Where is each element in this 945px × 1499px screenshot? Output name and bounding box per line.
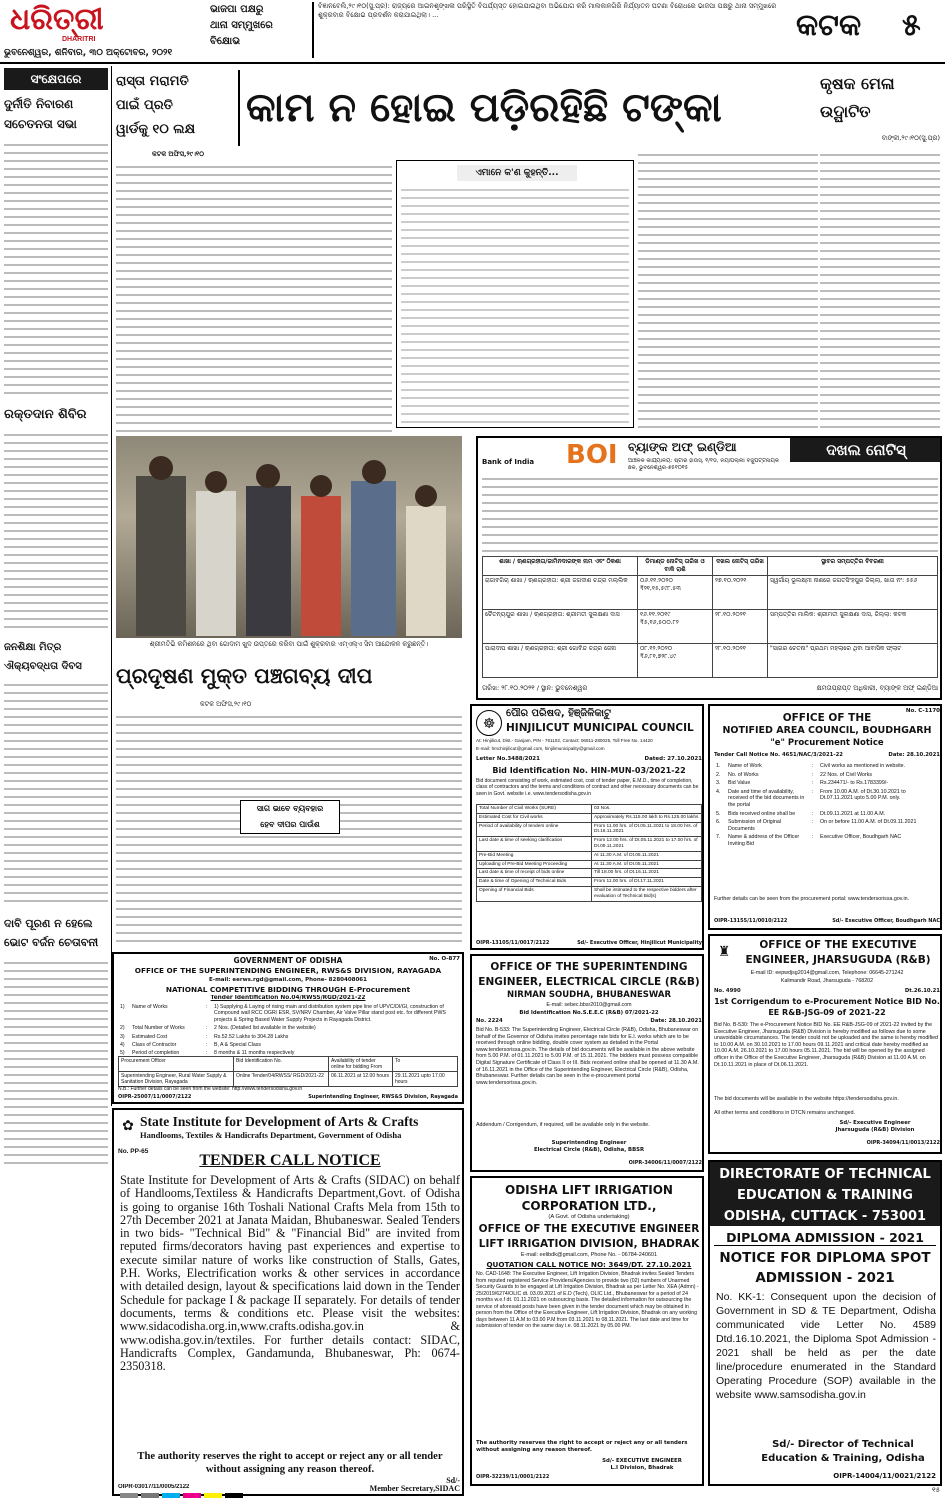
table-row <box>477 837 702 852</box>
table-cell: 1) <box>120 1004 125 1010</box>
lead-body-left <box>116 162 392 432</box>
electrical-sub: NIRMAN SOUDHA, BHUBANESWAR <box>507 990 671 1000</box>
hinjilicut-address: At: Hinjilicut, Dist.- Ganjam, PIN - 761102, Contact: 06811-280025, Toll Free No. 14420 <box>476 738 653 743</box>
table-cell: : <box>206 1025 208 1032</box>
table-cell: : <box>206 1050 208 1057</box>
table-cell: 29.11.2021 upto 17.00 hours <box>393 1072 458 1087</box>
boi-col-possession: ଦଖଲ ନୋଟିସ୍ ତାରିଖ <box>713 557 768 576</box>
boi-bank-name: ବ୍ୟାଙ୍କ ଅଫ୍ ଇଣ୍ଡିଆ <box>628 440 737 454</box>
table-cell: Estimated Cost <box>132 1033 168 1040</box>
lift-quote: QUOTATION CALL NOTICE NO: 3649/DT. 27.10.2021 <box>486 1260 692 1269</box>
lift-sign: Sd/- EXECUTIVE ENGINEER L.I Division, Bhadrak <box>602 1458 682 1471</box>
boi-col-branch: ଶାଖା / ଋଣଗ୍ରହୀତା/ଜାମିନଦାରଙ୍କ ନାମ ଏବଂ ଠିକଣା <box>483 557 638 576</box>
boudhgarh-title1: OFFICE OF THE <box>782 712 872 724</box>
rwss-email: E-mail: eerws.rgd@gmail.com, Phone- 8280408061 <box>209 977 367 983</box>
sidac-title: State Institute for Development of Arts & Crafts <box>140 1114 419 1129</box>
table-cell: Name of Works <box>132 1004 168 1010</box>
table-cell: Shall be intimated to the respective bidders after evaluation of Technical Bid(s) <box>592 886 702 901</box>
table-cell: Total Number of Civil Works (SURE) <box>477 805 592 814</box>
pradushan-dateline: କଟକ ଅଫିସ,୨୯।୧୦ <box>200 700 252 708</box>
page-label <box>790 2 940 56</box>
krushak-body <box>820 150 940 432</box>
boi-address: ଆଞ୍ଚଳିକ କାର୍ଯ୍ୟାଳୟ: ଷ୍ଟାର ହାଉସ୍, ୧/୧ଡି, ନୟାପଲ୍ଲୀ ବିଜୁପଟ୍ଟନାୟକ ଛକ, ଭୁବନେଶ୍ୱର-୭୫୧୦୧୫ <box>628 458 779 471</box>
table-cell: 1) Supplying & Laying of rising main and distribution system pipe line of UPVC/DI/GI, construction of Compound wall RCC OGR/ ESR, SV/NRV Chamber, Air Valve Pillar stand post etc. for different PWS projects & Spring Based Water Supply Projects in Rayagada District. <box>214 1004 446 1023</box>
lift-body: No. CAD-1648: The Executive Engineer, Lift Irrigation Division, Bhadrak invites Sealed Tenders from reputed registered Service Providers/Agencies to provide two (02) numbers of Unarmed Security Guards to be engaged at Lift Irrigation Division, Bhadrak as per Letter No. XEA (Admn) - 25/2019/6274/OLIC dt. 03.09.2021 of E.D (Tech), OLIC Ltd., Bhubaneswar for a period of 24 months w.e.f dt. 01.11.2021 on outsourcing basis. The detailed information for outsourcing the service of aforesaid posts have been given in the tender document which may be obtained in person from the Office of the Executive Engineer, Lift Irrigation Division, Bhadrak on any working days between 11 A.M to 03.00 P.M from 03.11.2021 to 08.11.2021. The last date and time for submission of tender on the same day i.e. 08.11.2021 by 05.00 PM. <box>476 1271 699 1329</box>
quote-box-body <box>401 185 629 423</box>
sidac-heading: TENDER CALL NOTICE <box>199 1152 381 1169</box>
rwss-gov: GOVERNMENT OF ODISHA <box>233 956 343 965</box>
hinjilicut-body: Bid document consisting of work, estimated cost, cost of tender paper, E.M.D., time of completion, class of contractors and the terms and conditions of contract and other necessary documents can be seen in Govt. website i.e. www.tendersodisha.gov.in <box>476 778 699 797</box>
hinjilicut-date: Dated: 27.10.2021 <box>644 756 702 762</box>
electrical-no: No. 2224 <box>476 1018 503 1024</box>
table-row <box>118 1024 458 1032</box>
table-row <box>714 779 940 788</box>
brief-body-4 <box>4 958 108 1170</box>
hinjilicut-email: E-mail: hmchinjilicut@gmail.com, hinjilimunicipality@gmail.com <box>476 746 605 751</box>
table-cell: Submission of Original Documents <box>728 819 781 832</box>
dte-notice <box>708 1160 942 1486</box>
table-cell: Last date & time of receipt of bids online <box>477 869 592 878</box>
table-row <box>714 818 940 833</box>
pradushan-headline: ପ୍ରଦୂଷଣ ମୁକ୍ତ ପଞ୍ଚଗବ୍ୟ ଦୀପ <box>116 664 373 688</box>
brief-column-divider <box>111 66 112 1106</box>
table-cell: 4. <box>716 788 721 795</box>
table-cell: ୨୭.୧୦.୨୦୨୧ <box>713 576 768 610</box>
table-cell: : <box>812 780 814 787</box>
table-row <box>477 851 702 860</box>
hinjilicut-odia-title: ପୌର ପରିଷଦ, ହିଞ୍ଜିଳିକାଟୁ <box>506 708 611 719</box>
table-cell: On or before 11.00 A.M. of Dt.09.11.2021 <box>820 819 917 826</box>
table-cell: ରାଜାବଗିଚା ଶାଖା / ଋଣଗ୍ରହୀତା: ଶ୍ରୀ ଜଗଦୀଶ ଚନ୍ଦ୍ର ମଲ୍ଲିକ <box>483 576 638 610</box>
table-cell: ୨୮.୧୦.୨୦୨୧ <box>713 610 768 644</box>
table-cell: No. of Works <box>728 771 759 778</box>
jharsuguda-email: E-mail ID: eepwdjsg2014@gmail.com, Telephone: 06645-271242 <box>750 970 904 976</box>
dte-body: No. KK-1: Consequent upon the decision of Government in SD & TE Department, Odisha communicated vide Letter No. 4589 Dtd.16.10.2021, the Diploma Spot Admission - 2021 shall be held as per the date line/procedure enumerated in the Standard Operating Procedure (SOP) available in the website www.samsodisha.gov.in <box>716 1291 936 1401</box>
lead-photo <box>116 436 462 638</box>
table-cell: 4) <box>120 1042 125 1049</box>
table-cell: Estimated Cost for Civil works <box>477 813 592 822</box>
table-cell: Pre-Bid Meeting <box>477 851 592 860</box>
table-cell: Period of availability of tenders online <box>477 822 592 837</box>
brief-body-3 <box>4 680 108 908</box>
table-cell: From 11.00 hrs. of Dt.17.11.2021 <box>592 878 702 887</box>
boi-title: ଦଖଲ ନୋଟିସ୍ <box>790 438 942 462</box>
jharsuguda-foot1: The bid documents will be available in the website https://tendersodisha.gov.in. <box>714 1096 899 1102</box>
table-cell: : <box>812 819 814 826</box>
table-row <box>118 1003 458 1024</box>
table-cell: 5) <box>120 1050 125 1057</box>
jharsuguda-notice <box>708 934 942 1154</box>
table-cell: Rs.234471/- to Rs.1783399/- <box>820 780 889 787</box>
sidac-body: State Institute for Development of Arts & Crafts (SIDAC) on behalf of Handlooms,Textiless & Handicrafts Department,Govt. of Odisha is going to organise 16th Toshali National Crafts Mela from 15th to 27th December 2021 at Janata Maidan, Bhubaneswar. Sealed Tenders in two bids- "Technical Bid" & "Financial Bid" are invited from reputed firms/decorators having past experiences and expertise to execute similar nature of works like construction of Stalls, Gates, P.H. Works, Electrification works & other services in accordance with detailed design, layout & specifications laid down in the Tender Schedule for package I & package II separately. For details of tender documents, terms & conditions etc. Please visit the websites: www.sidacodisha.org.in,www.crafts.odisha.gov.in & www.odisha.gov.in/textiles. For further details contact: SIDAC, Handicrafts Complex, Gandamunda, Bhubaneswar, Ph: 0674-2350318. <box>120 1174 460 1374</box>
rwss-title: OFFICE OF THE SUPERINTENDING ENGINEER, RWS&S DIVISION, RAYAGADA <box>134 966 442 975</box>
boudhgarh-date: Date: 28.10.2021 <box>888 752 940 758</box>
table-cell: At 11.30 A.M. of Dt.05.11.2021 <box>592 860 702 869</box>
table-cell: : <box>812 788 814 795</box>
table-row <box>477 813 702 822</box>
table-row <box>714 762 940 771</box>
rwss-nb: N.B.: Further details can be seen from the website: http://www.tendersodisha.gov.in <box>118 1086 303 1092</box>
rwss-tender: Tender Identification No.04/RWSS/RGD/2021-22 <box>210 995 366 1001</box>
hinjilicut-sign: Sd/- Executive Officer, Hinjilicut Municipality <box>577 940 702 946</box>
table-row <box>477 860 702 869</box>
table-cell: Name of Work <box>728 763 762 769</box>
rwss-items <box>118 1003 458 1058</box>
table-row <box>119 1057 458 1072</box>
table-cell: Availability of tender online for bidding From <box>329 1057 393 1072</box>
hinjilicut-emblem-icon: ☸ <box>476 710 502 736</box>
rwss-oipr: OIPR-25007/11/0007/2122 <box>118 1094 192 1100</box>
table-row <box>119 1072 458 1087</box>
table-cell: Dt.09.11.2021 at 11.00 A.M. <box>820 810 886 817</box>
masthead-date: ଭୁବନେଶ୍ୱର, ଶନିବାର, ୩୦ ଅକ୍ଟୋବର, ୨୦୨୧ <box>4 48 173 58</box>
table-cell: : <box>812 763 814 769</box>
table-cell: Executive Officer, Boudhgarh NAC <box>820 834 902 841</box>
table-cell: 6. <box>716 819 721 826</box>
masthead-logo-sub: DHARITRI <box>62 36 96 43</box>
dte-notice-title: NOTICE FOR DIPLOMA SPOT ADMISSION - 2021 <box>719 1250 931 1286</box>
table-cell: Rs.52.52 Lakhs to 304.28 Lakhs <box>214 1033 289 1040</box>
boi-notice <box>476 436 942 700</box>
boudhgarh-foot: Further details can be seen from the procurement portal: www.tendersorissa.gov.in. <box>714 896 910 902</box>
sidac-notice <box>112 1108 464 1496</box>
lead-quote-box <box>396 160 634 428</box>
sidac-sign: Member Secretary,SIDAC <box>369 1484 460 1493</box>
sidac-oipr: OIPR-03017/11/0005/2122 <box>118 1484 190 1490</box>
dte-diploma: DIPLOMA ADMISSION - 2021 <box>714 1230 936 1246</box>
table-cell: ୦୬.୧୧.୨୦୨୦ ₹୨୧,୧୫,୫୯୮.୫୩ <box>638 576 713 610</box>
jharsuguda-body: Bid No. B-530: The e-Procurement Notice BID No. EE R&B-JSG-09 of 2021-22 invited by the Executive Engineer, Jharsuguda (R&B) Division is hereby modified as follows due to some unavoidable circumstances. The tender could not be uploaded and the same is hereby modified to 10.00 A.M. on 30.10.2021 to 17.00 hours 09.11.2021 and critical date hereby modified as 10.00 A.M. 26.10.2021 to 17.00 hours 05.11.2021. The bid will be opened by the assigned officer in the Office of the Executive Engineer, Jharsuguda (R&B) Division at 11.00 A.M. on Dt.10.11.2021 in place of Dt.06.11.2021. <box>714 1022 938 1068</box>
rwss-ncb: NATIONAL COMPETITIVE BIDDING THROUGH E-Procurement <box>165 985 411 994</box>
table-cell: Date & time of Opening of Technical Bids <box>477 878 592 887</box>
table-cell: From 12.00 hrs. of Dt.05.11.2021 to 17.00 hrs. of Dt.09.11.2021 <box>592 837 702 852</box>
rwss-no: No. O-877 <box>429 956 460 962</box>
dte-title: DIRECTORATE OF TECHNICAL EDUCATION & TRAINING ODISHA, CUTTACK - 753001 <box>710 1162 940 1226</box>
table-cell: From 10.00 A.M. of Dt.30.10.2021 to Dt.07.11.2021 upto 5.00 P.M. only. <box>820 788 906 802</box>
table-cell: 06.11.2021 at 12.00 hours <box>329 1072 393 1087</box>
table-cell: Till 18.00 hrs. of Dt.16.11.2021 <box>592 869 702 878</box>
table-cell: ୨୮.୧୦.୨୦୨୧ <box>713 644 768 678</box>
table-row <box>477 886 702 901</box>
table-cell: 2) <box>120 1025 125 1032</box>
table-cell: : <box>812 810 814 817</box>
boi-table <box>482 556 938 678</box>
jharsuguda-date: Dt.26.10.21 <box>904 988 940 994</box>
hinjilicut-table <box>476 804 702 902</box>
dte-oipr: OIPR-14004/11/0021/2122 <box>833 1472 936 1480</box>
boudhgarh-oipr: OIPR-13155/11/0010/2122 <box>714 918 788 924</box>
table-row <box>714 788 940 810</box>
table-cell: ପାରାଦୀପ ଶାଖା / ଋଣଗ୍ରହୀତା: ଶ୍ରୀ ଗୋବିନ୍ଦ ଚନ୍ଦ୍ର ଜେନା <box>483 644 638 678</box>
pradushan-inset: ସାଗ ଭାବେ ବ୍ୟବହାର ହେବ ଦୀପର ପାଉଁଶ <box>240 800 340 834</box>
table-row <box>714 833 940 848</box>
brief-body-2 <box>4 430 108 630</box>
brief-label: ସଂକ୍ଷେପରେ <box>4 68 108 90</box>
table-row <box>477 869 702 878</box>
table-cell: ୦୮.୧୨.୨୦୨୦ ₹୬,୮୧,୭୨୮.୪୯ <box>638 644 713 678</box>
table-cell: Approximately Rs.115.00 lakh to Rs.125.00 lakhs <box>592 813 702 822</box>
masthead-rule <box>0 62 945 64</box>
table-cell: Date and time of availability, received of the bid documents in the portal <box>728 788 805 808</box>
boi-col-demand: ଡିମାଣ୍ଡ ନୋଟିସ୍ ତାରିଖ ଓ ବାକି ରାଶି <box>638 557 713 576</box>
table-cell: "ସାଗର ଚେତନା" ପ୍ରଥମ ମହଲାରେ ଥିବା ଆବାସିକ ଫ୍ଲାଟ <box>768 644 938 678</box>
table-cell: 3. <box>716 780 721 787</box>
electrical-email: E-mail: sebec.bbsr2010@gmail.com <box>546 1002 632 1008</box>
table-cell: : <box>812 834 814 841</box>
table-cell: Civil works as mentioned in website. <box>820 763 906 769</box>
lift-notice <box>470 1176 704 1486</box>
table-cell: : <box>812 771 814 778</box>
table-cell: 5. <box>716 810 721 817</box>
table-cell: Bid Identification No. <box>234 1057 329 1072</box>
boi-logo-sub: Bank of India <box>482 458 535 466</box>
lift-email: E-mail: eelibdk@gmail.com, Phone No. - 06784-240601 <box>520 1252 658 1258</box>
table-cell: Procurement Officer <box>119 1057 234 1072</box>
table-cell: 3) <box>120 1033 125 1040</box>
table-cell: Uploading of Pre-Bid Meeting Proceeding <box>477 860 592 869</box>
brief-body-1 <box>4 140 108 400</box>
boudhgarh-title2: NOTIFIED AREA COUNCIL, BOUDHGARH <box>722 725 932 736</box>
sidac-no: No. PP-65 <box>118 1148 149 1155</box>
hinjilicut-letter: Letter No.3488/2021 <box>476 756 540 762</box>
krushak-dateline: ବାଙ୍କୀ,୨୯।୧୦(ସୁ.ପ୍ର) <box>881 134 940 142</box>
top-news-text: ବିଜ୍ଞାନବେଲି,୨୯।୧୦(ସୁ.ପ୍ର): ରାଜ୍ୟରେ ଆଇନଶୃଙ୍ଖଳା ପରିସ୍ଥିତି ବିପର୍ଯ୍ୟସ୍ତ ହୋଇଯାଇଥିବା ଅଭିଯୋଗ କରି ମାଲକାନଗିରି ନିର୍ଯ୍ୟାତନ ଘଟଣା ବିରୋଧରେ ଭାଜପା ପକ୍ଷରୁ ଥାନା ସମ୍ମୁଖରେ ଶୁକ୍ରବାର ବିକ୍ଷୋଭ ପ୍ରଦର୍ଶନ କରାଯାଇଥିଲା। ... <box>318 2 777 19</box>
table-cell: 22 Nos. of Civil Works <box>820 771 873 778</box>
table-cell: 2. <box>716 771 721 778</box>
table-cell: Bids received online shall be <box>728 810 796 817</box>
lift-reserve: The authority reserves the right to accept or reject any or all tenders without assigning any reason thereof. <box>476 1440 688 1453</box>
table-cell: Name & address of the Officer Inviting Bid <box>728 834 800 847</box>
table-cell: 03 Nos. <box>592 805 702 814</box>
masthead-logo: ଧରିତ୍ରୀ <box>10 2 104 37</box>
table-cell: 1. <box>716 763 721 769</box>
table-row <box>714 810 940 819</box>
table-row <box>483 644 938 678</box>
jharsuguda-oipr: OIPR-34094/11/0013/2122 <box>866 1140 940 1146</box>
table-cell: Online Tender/04/RWSS/ RGD/2021-22 <box>234 1072 329 1087</box>
table-cell: 8 months & 11 months respectively <box>214 1050 295 1057</box>
table-row <box>477 878 702 887</box>
table-cell: At 11.30 A.M. of Dt.05.11.2021 <box>592 851 702 860</box>
lift-oipr: OIPR-32239/11/0001/2122 <box>476 1474 550 1480</box>
boi-intro <box>482 474 938 552</box>
table-row <box>483 576 938 610</box>
electrical-sign: Superintending Engineer Electrical Circle (R&B), Odisha, BBSR <box>533 1140 645 1153</box>
table-row <box>118 1033 458 1041</box>
lead-body-right <box>638 150 818 432</box>
hinjilicut-title: HINJILICUT MUNICIPAL COUNCIL <box>506 722 694 734</box>
table-cell: ଚୈତନ୍ୟପୁର ଶାଖା / ଋଣଗ୍ରହୀତା: ଶ୍ରୀମତୀ ସୁଲକ୍ଷଣା ଦାସ <box>483 610 638 644</box>
jharsuguda-corr: 1st Corrigendum to e-Procurement Notice BID No. EE R&B-JSG-09 of 2021-22 <box>714 997 940 1017</box>
boi-table-header <box>483 557 938 576</box>
table-cell: B, A & Special Class <box>214 1042 261 1049</box>
table-cell: Superintending Engineer, Rural Water Supply & Sanitation Division, Rayagada <box>119 1072 234 1087</box>
lead-side-head: ରାସ୍ତା ମରାମତି ପାଇଁ ପ୍ରତି ୱାର୍ଡକୁ ୧୦ ଲକ୍ଷ <box>116 70 240 146</box>
page-number: ୫ <box>902 8 921 43</box>
sidac-reserve: The authority reserves the right to accept or reject any or all tender without assigning any reason thereof. <box>137 1451 443 1475</box>
boi-sign-left: ତାରିଖ: ୨୮.୧୦.୨୦୨୧ / ସ୍ଥାନ: ଭୁବନେଶ୍ୱର <box>482 684 588 692</box>
electrical-title: OFFICE OF THE SUPERINTENDING ENGINEER, ELECTRICAL CIRCLE (R&B) <box>478 961 700 988</box>
page-label-text: କଟକ <box>796 8 862 43</box>
rwss-bid-table <box>118 1056 458 1087</box>
print-register-bar <box>120 1488 820 1498</box>
electrical-addendum: Addendum / Corrigendum, if required, will be available only in the website. <box>476 1122 650 1128</box>
electrical-body: Bid No. B-533: The Superintending Engineer, Electrical Circle (R&B), Odisha, Bhubaneswar on behalf of the Governor of Odisha invites percentage rate bids for E.I. works which are to be received through online bidding, double cover system as detailed in the Portal www.tendersorissa.gov.in. The details of bid documents will be available in the above website from 5.00 P.M. of 01.11.2021 to 5.00 P.M. of 15.11.2021. The bidders must possess compatible Digital Signature Certificate of Class II or III. Bids received online shall be opened at 11.30 A.M. of 16.11.2021 in the Office of the Superintending Engineer, Electrical Circle (R&B), Odisha, Bhubaneswar. Further details can be seen in the e-procurement portal www.tendersorissa.gov.in. <box>476 1027 699 1086</box>
jharsuguda-addr: Kalimandir Road, Jharsuguda - 768202 <box>780 978 874 984</box>
top-news-box: ଭାଜପା ପକ୍ଷରୁ ଥାନା ସମ୍ମୁଖରେ ବିକ୍ଷୋଭ <box>210 2 314 58</box>
boi-logo: BOI <box>566 440 618 470</box>
boudhgarh-table <box>714 762 940 849</box>
jharsuguda-foot2: All other terms and conditions in DTCN remains unchanged. <box>714 1110 856 1116</box>
table-cell: To <box>393 1057 458 1072</box>
masthead <box>0 0 945 62</box>
jharsuguda-emblem-icon: ♜ <box>717 944 731 960</box>
electrical-date: Date: 28.10.2021 <box>650 1018 702 1024</box>
hinjilicut-bid-id: Bid Identification No. HIN-MUN-03/2021-22 <box>492 766 686 775</box>
boudhgarh-tender-call: Tender Call Notice No. 4651/NAC/3/2021-22 <box>714 752 843 758</box>
hinjilicut-oipr: OIPR-13105/11/0017/2122 <box>476 940 550 946</box>
boudhgarh-title3: "e" Procurement Notice <box>770 738 884 748</box>
brief-heading-4: ଦାବି ପୂରଣ ନ ହେଲେ ଭୋଟ ବର୍ଜନ ଚେତାବନୀ <box>4 917 99 949</box>
hinjilicut-notice <box>470 704 704 950</box>
table-row <box>477 822 702 837</box>
lead-photo-caption: ଶ୍ରୀମତିଭି କମିଶନରେ ଥିବା ଗୋଦାମ ଖୁଦ ଉପ୍ତରେ କରିବା ପାଇଁ ଶୁକ୍ରବାର ଏମ୍ଏଲ୍ଏ ସିମ ଆନ୍ଦୋଳନ କରୁଛନ୍ତି। <box>149 640 429 648</box>
electrical-bid-id: Bid Identification No.S.E.E.C (R&B) 07/2021-22 <box>519 1010 659 1016</box>
table-cell: Opening of Financial Bids <box>477 886 592 901</box>
lift-office: OFFICE OF THE EXECUTIVE ENGINEER LIFT IRRIGATION DIVISION, BHADRAK <box>478 1223 700 1250</box>
lead-dateline: କଟକ ଅଫିସ,୨୯।୧୦ <box>152 150 204 158</box>
sidac-logo-icon: ✿ <box>122 1118 134 1134</box>
lift-sub: (A Govt. of Odisha undertaking) <box>548 1214 630 1220</box>
table-cell: Period of completion <box>132 1050 180 1057</box>
rwss-sign: Superintending Engineer, RWS&S Division, Rayagada <box>308 1094 458 1100</box>
brief-column <box>4 68 108 1498</box>
boudhgarh-sign: Sd/- Executive Officer, Boudhgarh NAC <box>832 918 940 924</box>
table-row <box>714 771 940 780</box>
electrical-notice <box>470 954 704 1172</box>
lead-headline: କାମ ନ ହୋଇ ପଡ଼ିରହିଛି ଟଙ୍କା <box>246 85 722 131</box>
table-cell: From 11.00 hrs. of Dt.05.11.2021 to 18.00 hrs. of Dt.16.11.2021 <box>592 822 702 837</box>
krushak-headline: କୃଷକ ମେଳା ଉଦ୍ଘାଟିତ <box>820 74 895 121</box>
table-cell: : <box>206 1042 208 1049</box>
lift-title: ODISHA LIFT IRRIGATION CORPORATION LTD., <box>505 1183 673 1213</box>
jharsuguda-title: OFFICE OF THE EXECUTIVE ENGINEER, JHARSUGUDA (R&B) <box>745 939 931 966</box>
rwss-notice <box>112 952 464 1104</box>
electrical-oipr: OIPR-34006/11/0007/2122 <box>628 1160 702 1166</box>
table-cell: : <box>206 1004 208 1010</box>
boi-col-property: ସ୍ଥାବର ସମ୍ପତ୍ତିର ବିବରଣୀ <box>768 557 938 576</box>
table-cell: Total Number of Works <box>132 1025 185 1032</box>
table-cell: 7. <box>716 834 721 841</box>
table-cell: Bid Value <box>728 780 751 787</box>
table-row <box>483 610 938 644</box>
sidac-sub: Handlooms, Textiles & Handicrafts Department, Government of Odisha <box>140 1130 402 1140</box>
sidac-sd: Sd/- <box>446 1476 460 1485</box>
brief-heading-3: ଜନଶିକ୍ଷା ମିତ୍ର ଐକ୍ୟବଦ୍ଧତା ଦିବସ <box>4 642 82 672</box>
lead-photo-people <box>116 436 462 638</box>
brief-heading-2: ରକ୍ତଦାନ ଶିବିର <box>4 407 87 422</box>
table-cell: ସମ୍ପତ୍ତିର ମାଲିକ: ଶ୍ରୀମତୀ ସୁଲକ୍ଷଣା ଦାସ, ଜିଲ୍ଲା: କଟକ <box>768 610 938 644</box>
table-row <box>477 805 702 814</box>
table-cell: : <box>206 1033 208 1040</box>
table-cell: Class of Contractor <box>132 1042 177 1049</box>
table-cell: Last date & time of seeking clarification <box>477 837 592 852</box>
boudhgarh-notice <box>708 704 942 930</box>
table-row <box>118 1041 458 1049</box>
table-cell: ସ୍ୱର୍ଗୀୟ ଭୂଲକ୍ଷ୍ମୀ ନାଶରେ ଜଗତସିଂହପୁର ଜିଲ୍ଲା, ଖାତା ନଂ: ୫୫୬ <box>768 576 938 610</box>
dte-sign: Sd/- Director of Technical Education & Training, Odisha <box>761 1439 925 1464</box>
brief-heading-1: ଦୁର୍ନୀତି ନିବାରଣ ସଚେତନତା ସଭା <box>4 97 77 131</box>
jharsuguda-sign: Sd/- Executive Engineer Jharsuguda (R&B) Division <box>835 1120 915 1133</box>
quote-box-title: ଏମାନେ କ'ଣ କୁହନ୍ତି... <box>457 165 577 181</box>
boudhgarh-no: No. C-1170 <box>905 708 940 714</box>
jharsuguda-no: No. 4990 <box>714 988 741 994</box>
footer-page-ref: ୧୫ <box>931 1486 940 1494</box>
table-cell: 2 Nos. (Detailed list available in the website) <box>214 1025 316 1032</box>
boi-sign-right: କ୍ଷମତାପ୍ରାପ୍ତ ଅଧିକାରୀ, ବ୍ୟାଙ୍କ ଅଫ୍ ଇଣ୍ଡିଆ <box>816 684 938 692</box>
table-cell: ୧୬.୧୧.୨୦୧୯ ₹୫,୧୬,୫୦୦.୮୨ <box>638 610 713 644</box>
